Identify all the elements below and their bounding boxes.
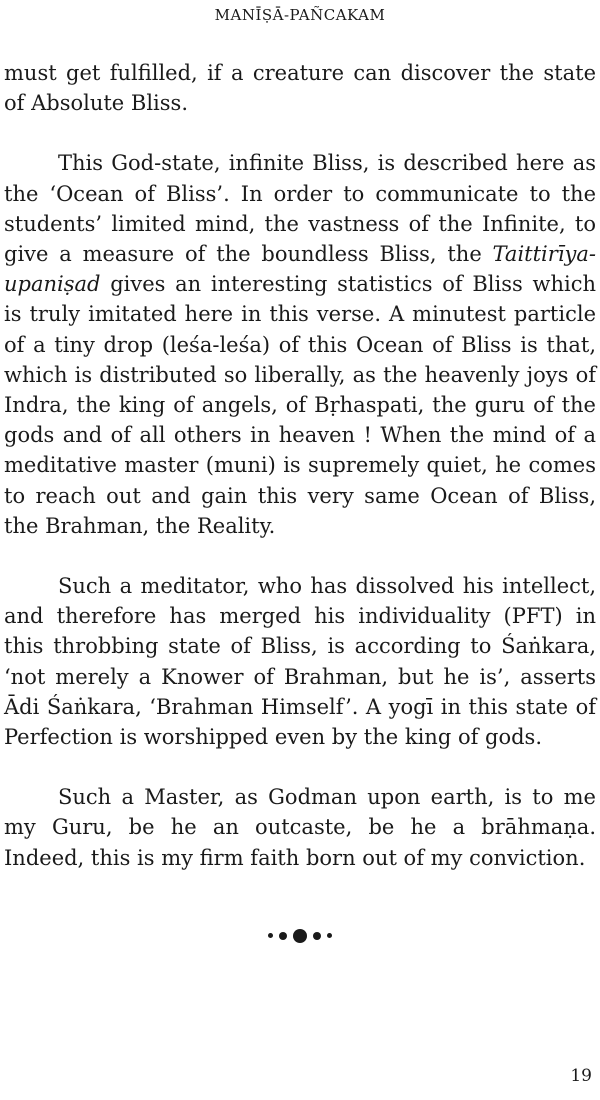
paragraph-continuation	[4, 58, 596, 118]
paragraph-text: Such a Master, as Godman upon earth, is to me my Guru, be he an outcaste, be he a brāhmaṇa. Indeed, this is my firm faith born out of my conviction.	[4, 785, 596, 870]
dot-ornament-icon	[0, 925, 600, 945]
body-text	[4, 58, 596, 873]
italic-title: Taittirīya-upaniṣad	[4, 242, 596, 297]
ornament-dot	[313, 932, 321, 940]
ornament-dot	[293, 929, 307, 943]
paragraph-text: This God-state, infinite Bliss, is described here as the ‘Ocean of Bliss’. In order to communicate to the students’ limited mind, the vastness of the Infinite, to give a measure of the boundless Bliss, the	[4, 151, 596, 267]
ornament-dot	[327, 933, 332, 938]
paragraph-text: Such a meditator, who has dissolved his intellect, and therefore has merged his individuality (PFT) in this throbbing state of Bliss, is according to Śaṅkara, ‘not merely a Knower of Brahman, but he is’, asserts Ādi Śaṅkara, ‘Brahman Himself’. A yogī in this state of Perfection is worshipped even by the king of gods.	[4, 574, 596, 750]
paragraph-text: gives an interesting statistics of Bliss which is truly imitated here in this verse. A minutest particle of a tiny drop (leśa-leśa) of this Ocean of Bliss is that, which is distributed so liberally, as the heavenly joys of Indra, the king of angels, of Bṛhaspati, the guru of the gods and of all others in heaven ! When the mind of a meditative master (muni) is supremely quiet, he comes to reach out and gain this very same Ocean of Bliss, the Brahman, the Reality.	[4, 272, 596, 538]
paragraph-text: must get fulfilled, if a creature can discover the state of Absolute Bliss.	[4, 61, 596, 116]
page-number: 19	[570, 1066, 592, 1086]
ornament-dot	[268, 933, 273, 938]
paragraph-master	[4, 782, 596, 873]
paragraph-meditator	[4, 571, 596, 752]
running-head: MANĪṢĀ-PAÑCAKAM	[214, 6, 386, 24]
paragraph-ocean-of-bliss	[4, 148, 596, 541]
ornament-dot	[279, 932, 287, 940]
